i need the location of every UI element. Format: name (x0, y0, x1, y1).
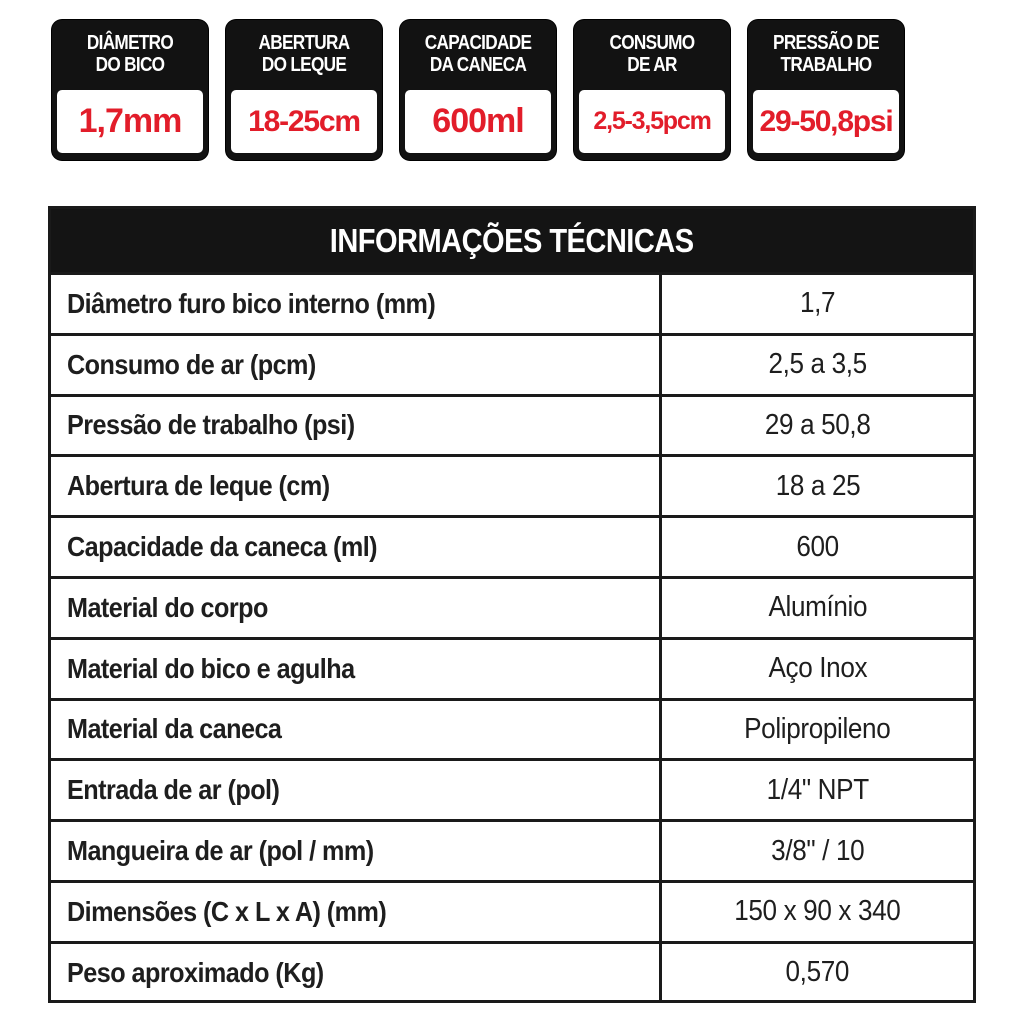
row-label: Peso aproximado (Kg) (51, 944, 662, 1002)
row-value: 150 x 90 x 340 (734, 895, 901, 928)
badge-fan-width (226, 20, 382, 160)
table-row (51, 515, 973, 576)
row-value: 1,7 (799, 287, 836, 320)
row-label: Entrada de ar (pol) (51, 761, 662, 819)
table-row (51, 394, 973, 455)
badge-value: 29-50,8psi (759, 104, 893, 138)
badge-value-box (231, 90, 377, 153)
row-label: Diâmetro furo bico interno (mm) (51, 275, 662, 333)
row-value: 2,5 a 3,5 (768, 348, 867, 381)
row-label: Consumo de ar (pcm) (51, 336, 662, 394)
table-row (51, 454, 973, 515)
row-label: Abertura de leque (cm) (51, 457, 662, 515)
badge-working-pressure (748, 20, 904, 160)
table-row (51, 819, 973, 880)
table-title: INFORMAÇÕES TÉCNICAS (330, 221, 694, 259)
badge-value: 1,7mm (78, 102, 182, 140)
badge-value: 600ml (432, 102, 524, 140)
table-row (51, 880, 973, 941)
badge-value-box (579, 90, 725, 153)
row-label: Capacidade da caneca (ml) (51, 518, 662, 576)
badge-cup-capacity (400, 20, 556, 160)
row-label: Mangueira de ar (pol / mm) (51, 822, 662, 880)
badge-label: ABERTURA DO LEQUE (258, 32, 350, 76)
table-header (51, 209, 973, 272)
badge-label: PRESSÃO DE TRABALHO (773, 32, 879, 76)
row-label: Dimensões (C x L x A) (mm) (51, 883, 662, 941)
table-row (51, 637, 973, 698)
table-row (51, 941, 973, 1002)
table-row (51, 272, 973, 333)
row-value: 600 (796, 530, 839, 563)
table-row (51, 333, 973, 394)
row-label: Material do bico e agulha (51, 640, 662, 698)
badge-label: DIÂMETRO DO BICO (86, 32, 174, 76)
table-row (51, 576, 973, 637)
row-value: Polipropileno (744, 712, 891, 745)
badge-value: 18-25cm (248, 104, 360, 138)
row-label: Material da caneca (51, 701, 662, 759)
badge-label: CONSUMO DE AR (609, 32, 695, 76)
row-label: Pressão de trabalho (psi) (51, 397, 662, 455)
row-value: 29 a 50,8 (764, 408, 871, 441)
badge-label: CAPACIDADE DA CANECA (424, 32, 532, 76)
badge-nozzle-diameter (52, 20, 208, 160)
badge-value: 2,5-3,5pcm (593, 107, 711, 135)
spec-badges (52, 20, 912, 160)
row-value: 3/8" / 10 (770, 834, 865, 867)
row-value: Alumínio (768, 591, 867, 624)
table-row (51, 758, 973, 819)
row-value: 0,570 (785, 956, 850, 989)
badge-value-box (405, 90, 551, 153)
row-value: 18 a 25 (775, 469, 860, 502)
technical-info-table (48, 206, 976, 1003)
row-value: 1/4" NPT (766, 773, 869, 806)
row-label: Material do corpo (51, 579, 662, 637)
badge-value-box (57, 90, 203, 153)
table-row (51, 698, 973, 759)
row-value: Aço Inox (768, 652, 867, 685)
badge-air-consumption (574, 20, 730, 160)
badge-value-box (753, 90, 899, 153)
